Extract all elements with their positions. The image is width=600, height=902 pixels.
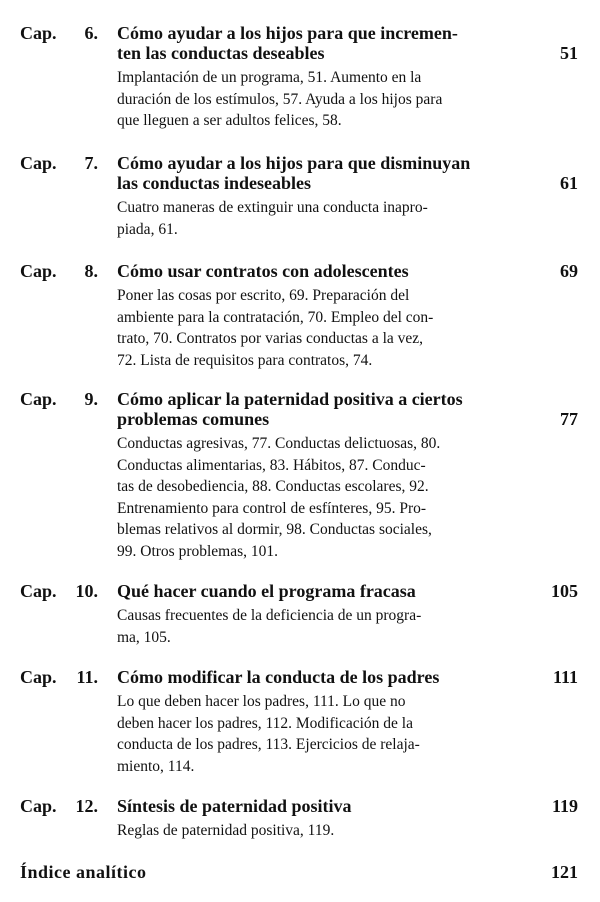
section-line: Lo que deben hacer los padres, 111. Lo que no [117, 693, 406, 710]
chapter-page-number: 119 [551, 796, 578, 816]
section-line: tas de desobediencia, 88. Conductas escolares, 92. [117, 478, 429, 495]
chapter-title [117, 796, 517, 816]
section-line: ambiente para la contratación, 70. Empleo del con- [117, 308, 434, 326]
chapter-title-line: ten las conductas deseables [117, 43, 325, 63]
chapter-title [117, 23, 517, 63]
chapter-title-line: Cómo ayudar a los hijos para que incremen- [117, 23, 458, 43]
chapter-title-line: Cómo ayudar a los hijos para que disminuyan [117, 153, 471, 173]
chapter-page-number: 61 [560, 173, 578, 193]
chapter-title [117, 389, 517, 429]
section-line: deben hacer los padres, 112. Modificación de la [117, 714, 413, 732]
chapter-title-line: problemas comunes [117, 409, 270, 429]
section-line: conducta de los padres, 113. Ejercicios de relaja- [117, 736, 420, 753]
chapter-title-line: Cómo usar contratos con adolescentes [117, 261, 409, 281]
chapter-title-line: Síntesis de paternidad positiva [117, 796, 352, 816]
section-line: Conductas alimentarias, 83. Hábitos, 87. Conduc- [117, 456, 426, 474]
chapter-sections [117, 691, 420, 777]
chapter-number: 11. [76, 667, 98, 687]
chapter-page-number: 51 [560, 43, 578, 63]
chapter-label: Cap. [20, 23, 57, 43]
chapter-sections [117, 67, 442, 132]
chapter-title [117, 667, 517, 687]
chapter-page-number: 105 [551, 581, 578, 601]
section-line: duración de los estímulos, 57. Ayuda a los hijos para [117, 90, 443, 108]
index-page-number: 121 [551, 862, 578, 882]
chapter-number: 10. [75, 581, 98, 601]
chapter-page-number: 111 [552, 667, 578, 687]
section-line: Conductas agresivas, 77. Conductas delictuosas, 80. [117, 435, 441, 452]
chapter-sections [117, 197, 428, 240]
chapter-label: Cap. [20, 581, 57, 601]
chapter-number: 9. [84, 389, 98, 409]
section-line: 72. Lista de requisitos para contratos, 74. [117, 351, 373, 369]
section-line: trato, 70. Contratos por varias conductas a la vez, [117, 330, 424, 347]
section-line: Entrenamiento para control de esfínteres, 95. Pro- [117, 499, 427, 517]
chapter-page-number: 77 [560, 409, 578, 429]
chapter-sections [117, 605, 421, 648]
chapter-title [117, 153, 517, 193]
chapter-sections [117, 820, 334, 842]
chapter-title-line: Qué hacer cuando el programa fracasa [117, 581, 416, 601]
chapter-sections [117, 433, 440, 562]
section-line: Poner las cosas por escrito, 69. Preparación del [117, 287, 410, 304]
section-line: Reglas de paternidad positiva, 119. [117, 822, 335, 839]
chapter-title-line: Cómo modificar la conducta de los padres [117, 667, 440, 687]
chapter-title [117, 581, 517, 601]
section-line: 99. Otros problemas, 101. [117, 542, 279, 560]
chapter-page-number: 69 [560, 261, 578, 281]
chapter-label: Cap. [20, 389, 57, 409]
chapter-number: 8. [84, 261, 98, 281]
index-title: Índice analítico [20, 862, 147, 882]
section-line: miento, 114. [117, 757, 195, 775]
section-line: piada, 61. [117, 220, 178, 238]
section-line: que lleguen a ser adultos felices, 58. [117, 112, 342, 129]
chapter-label: Cap. [20, 796, 57, 816]
section-line: blemas relativos al dormir, 98. Conductas sociales, [117, 521, 432, 538]
chapter-number: 7. [84, 153, 98, 173]
chapter-title [117, 261, 517, 281]
chapter-number: 6. [84, 23, 98, 43]
chapter-sections [117, 285, 433, 371]
chapter-title-line: las conductas indeseables [117, 173, 312, 193]
section-line: Cuatro maneras de extinguir una conducta inapro- [117, 199, 428, 216]
chapter-title-line: Cómo aplicar la paternidad positiva a ciertos [117, 389, 463, 409]
chapter-number: 12. [75, 796, 98, 816]
chapter-label: Cap. [20, 667, 57, 687]
section-line: Causas frecuentes de la deficiencia de un progra- [117, 607, 422, 624]
section-line: Implantación de un programa, 51. Aumento en la [117, 69, 422, 86]
chapter-label: Cap. [20, 261, 57, 281]
chapter-label: Cap. [20, 153, 57, 173]
section-line: ma, 105. [117, 628, 171, 646]
